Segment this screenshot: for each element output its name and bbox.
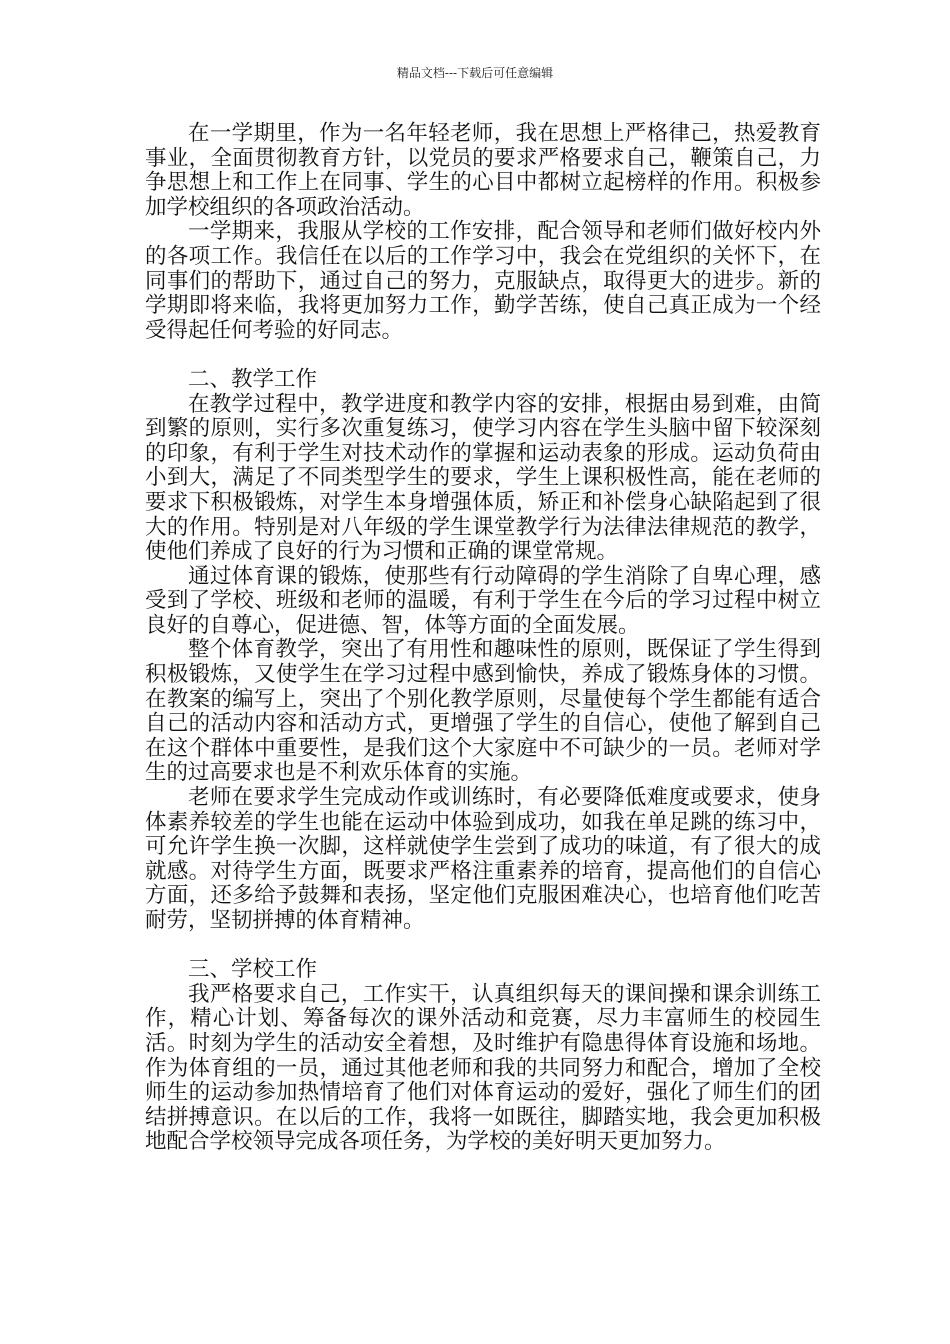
school-paragraph-1: 我严格要求自己，工作实干，认真组织每天的课间操和课余训练工作，精心计划、筹备每次的课外活动和竞赛，尽力丰富师生的校园生活。时刻为学生的活动安全着想，及时维护有隐患得体育设施和场地。作为体育组的一员，通过其他老师和我的共同努力和配合，增加了全校师生的运动参加热情培育了他们对体育运动的爱好，强化了师生们的团结拼搏意识。在以后的工作，我将一如既往，脚踏实地，我会更加积极地配合学校领导完成各项任务，为学校的美好明天更加努力。 bbox=[145, 981, 821, 1155]
intro-paragraph-2: 一学期来，我服从学校的工作安排，配合领导和老师们做好校内外的各项工作。我信任在以后的工作学习中，我会在党组织的关怀下，在同事们的帮助下，通过自己的努力，克服缺点，取得更大的进步。新的学期即将来临，我将更加努力工作，勤学苦练，使自己真正成为一个经受得起任何考验的好同志。 bbox=[145, 219, 821, 343]
teaching-paragraph-4: 老师在要求学生完成动作或训练时，有必要降低难度或要求，使身体素养较差的学生也能在运动中体验到成功，如我在单足跳的练习中，可允许学生换一次脚，这样就使学生尝到了成功的味道，有了很大的成就感。对待学生方面，既要求严格注重素养的培育，提高他们的自信心方面，还多给予鼓舞和表扬，坚定他们克服困难决心，也培育他们吃苦耐劳，坚韧拼搏的体育精神。 bbox=[145, 785, 821, 933]
page-header: 精品文档---下载后可任意编辑 bbox=[396, 66, 554, 80]
teaching-paragraph-2: 通过体育课的锻炼，使那些有行动障碍的学生消除了自卑心理，感受到了学校、班级和老师的温暖，有利于学生在今后的学习过程中树立良好的自尊心，促进德、智，体等方面的全面发展。 bbox=[145, 563, 821, 638]
section-gap bbox=[145, 343, 821, 368]
section-heading-school: 三、学校工作 bbox=[188, 957, 318, 983]
section-heading-teaching: 二、教学工作 bbox=[188, 366, 318, 392]
intro-paragraph-1: 在一学期里，作为一名年轻老师，我在思想上严格律己，热爱教育事业，全面贯彻教育方针，以党员的要求严格要求自己，鞭策自己，力争思想上和工作上在同事、学生的心目中都树立起榜样的作用。积极参加学校组织的各项政治活动。 bbox=[145, 121, 821, 220]
section-gap bbox=[145, 934, 821, 959]
teaching-paragraph-1: 在教学过程中，教学进度和教学内容的安排，根据由易到难，由简到繁的原则，实行多次重复练习，使学习内容在学生头脑中留下较深刻的印象，有利于学生对技术动作的掌握和运动表象的形成。运动负荷由小到大，满足了不同类型学生的要求，学生上课积极性高，能在老师的要求下积极锻炼，对学生本身增强体质，矫正和补偿身心缺陷起到了很大的作用。特别是对八年级的学生课堂教学行为法律法律规范的教学，使他们养成了良好的行为习惯和正确的课堂常规。 bbox=[145, 391, 821, 565]
teaching-paragraph-3: 整个体育教学，突出了有用性和趣味性的原则，既保证了学生得到积极锻炼，又使学生在学习过程中感到愉快，养成了锻炼身体的习惯。在教案的编写上，突出了个别化教学原则，尽量使每个学生都能有适合自己的活动内容和活动方式，更增强了学生的自信心，使他了解到自己在这个群体中重要性，是我们这个大家庭中不可缺少的一员。老师对学生的过高要求也是不利欢乐体育的实施。 bbox=[145, 637, 821, 786]
document-body bbox=[145, 122, 821, 1155]
